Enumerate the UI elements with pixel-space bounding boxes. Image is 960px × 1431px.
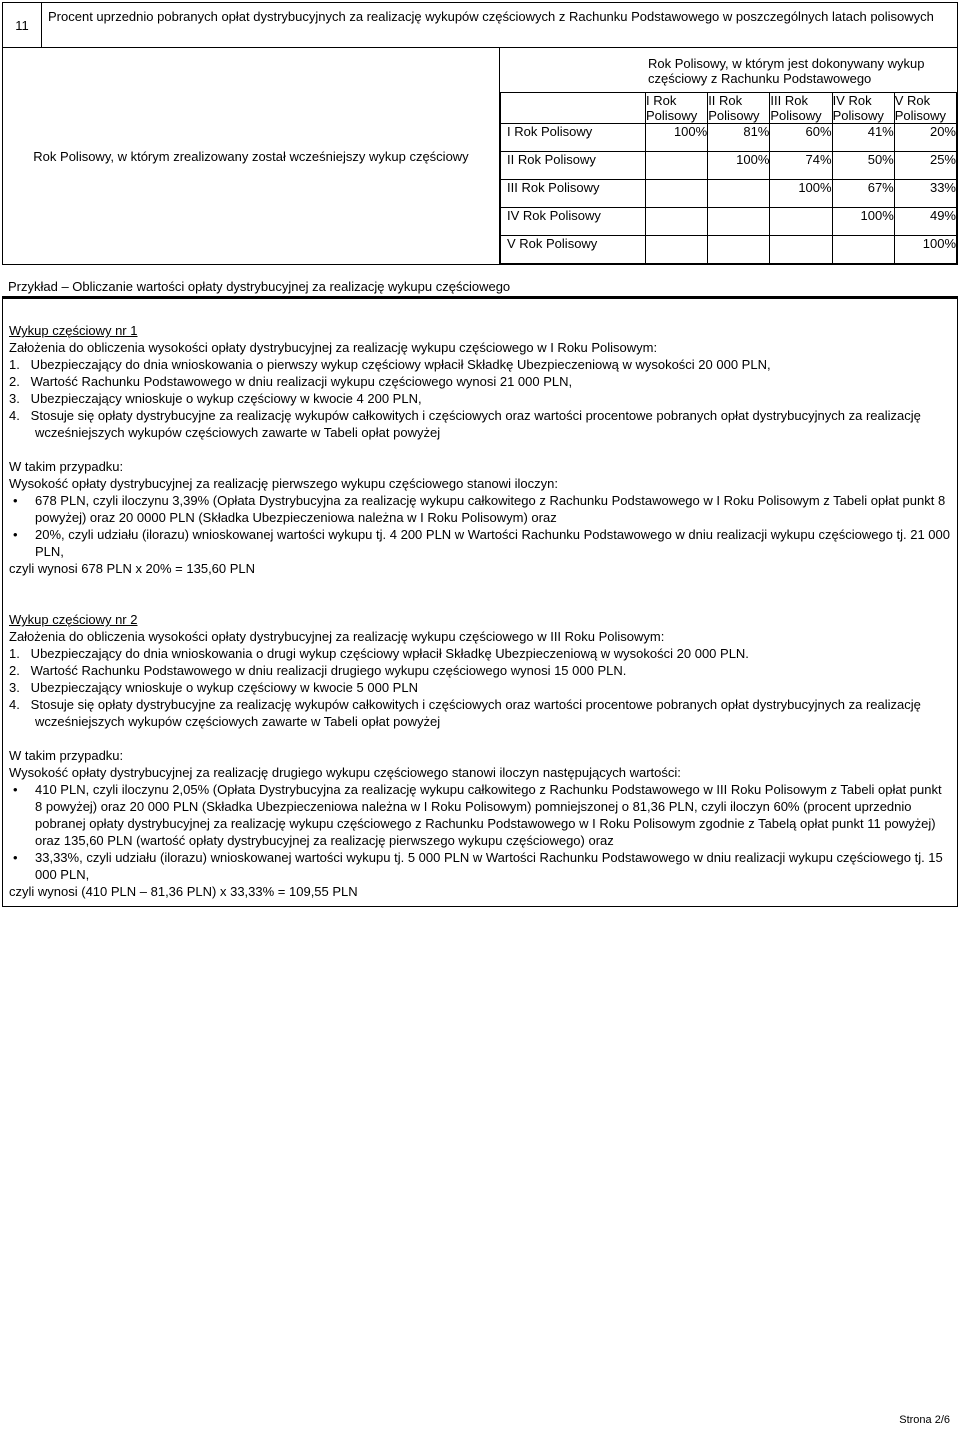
example-body: [2, 299, 958, 907]
table-row: [501, 208, 957, 236]
percent-cell: 74%: [770, 152, 832, 180]
table-row: [501, 180, 957, 208]
percent-cell: [832, 236, 894, 264]
column-header: V Rok Polisowy: [894, 93, 956, 124]
column-header-row: [501, 93, 957, 124]
list-item: • 20%, czyli udziału (ilorazu) wnioskowanej wartości wykupu tj. 4 200 PLN w Wartości Rachunku Podstawowego w dniu realizacji wykupu częściowego tj. 21 000 PLN,: [35, 526, 951, 560]
percent-cell: [646, 152, 708, 180]
w1-calc-intro: Wysokość opłaty dystrybucyjnej za realizację pierwszego wykupu częściowego stanowi iloczyn:: [9, 476, 559, 491]
percent-cell: 100%: [832, 208, 894, 236]
w2-item: 2. Wartość Rachunku Podstawowego w dniu realizacji drugiego wykupu częściowego wynosi 15 000 PLN.: [9, 663, 627, 678]
percent-cell: 100%: [708, 152, 770, 180]
corner-cell: [501, 93, 646, 124]
percent-cell: [646, 208, 708, 236]
example-title: Przykład – Obliczanie wartości opłaty dystrybucyjnej za realizację wykupu częściowego: [8, 279, 511, 294]
w2-bullets: [9, 781, 951, 883]
table-number: 11: [3, 3, 42, 48]
w1-intro: Założenia do obliczenia wysokości opłaty dystrybucyjnej za realizację wykupu częściowego w I Roku Polisowym:: [9, 340, 658, 355]
row-header: V Rok Polisowy: [501, 236, 646, 264]
w2-result: czyli wynosi (410 PLN – 81,36 PLN) x 33,33% = 109,55 PLN: [9, 884, 358, 899]
w2-item: 1. Ubezpieczający do dnia wnioskowania o drugi wykup częściowy wpłacił Składkę Ubezpieczeniową w wysokości 20 000 PLN.: [9, 646, 749, 661]
list-item: • 410 PLN, czyli iloczynu 2,05% (Opłata Dystrybucyjna za realizację wykupu całkowitego z Rachunku Podstawowego w III Roku Polisowym z Tabeli opłat punkt 8 powyżej) oraz 20 000 PLN (Składka Ubezpieczeniowa należna w I Roku Polisowym) pomniejszonej o 81,36 PLN, czyli iloczyn 60% (procent uprzednio pobranej opłaty dystrybucyjnej za realizację wykupu częściowego z Rachunku Podstawowego w I Roku Polisowym zgodnie z Tabelą opłat punkt 11 powyżej) oraz 135,60 PLN (wartość opłaty dystrybucyjnej za realizację pierwszego wykupu częściowego) oraz: [35, 781, 951, 849]
row-header: II Rok Polisowy: [501, 152, 646, 180]
w2-heading: Wykup częściowy nr 2: [9, 612, 138, 627]
percent-cell: 41%: [832, 124, 894, 152]
table-row: [501, 152, 957, 180]
page-number: Strona 2/6: [899, 1414, 950, 1426]
percent-cell: [708, 208, 770, 236]
w2-item: 3. Ubezpieczający wnioskuje o wykup częściowy w kwocie 5 000 PLN: [9, 680, 418, 695]
list-item: • 678 PLN, czyli iloczynu 3,39% (Opłata Dystrybucyjna za realizację wykupu całkowitego z Rachunku Podstawowego w I Roku Polisowym z Tabeli opłat punkt 8 powyżej) oraz 20 0000 PLN (Składka Ubezpieczeniowa należna w I Roku Polisowym) oraz: [35, 492, 951, 526]
table-row: [501, 236, 957, 264]
fees-table: [2, 2, 958, 265]
row-header: III Rok Polisowy: [501, 180, 646, 208]
percent-cell: 67%: [832, 180, 894, 208]
percent-cell: 81%: [708, 124, 770, 152]
percent-cell: [646, 236, 708, 264]
percent-cell: [708, 180, 770, 208]
percent-cell: 100%: [646, 124, 708, 152]
table-row: [501, 124, 957, 152]
table-title: Procent uprzednio pobranych opłat dystrybucyjnych za realizację wykupów częściowych z Rachunku Podstawowego w poszczególnych latach polisowych: [42, 3, 958, 48]
row-header: IV Rok Polisowy: [501, 208, 646, 236]
column-header: II Rok Polisowy: [708, 93, 770, 124]
w1-result: czyli wynosi 678 PLN x 20% = 135,60 PLN: [9, 561, 256, 576]
w2-calc-intro: Wysokość opłaty dystrybucyjnej za realizację drugiego wykupu częściowego stanowi iloczyn następujących wartości:: [9, 765, 681, 780]
list-item: • 33,33%, czyli udziału (ilorazu) wnioskowanej wartości wykupu tj. 5 000 PLN w Wartości Rachunku Podstawowego w dniu realizacji wykupu częściowego tj. 15 000 PLN,: [35, 849, 951, 883]
column-header: IV Rok Polisowy: [832, 93, 894, 124]
w1-item: 4. Stosuje się opłaty dystrybucyjne za realizację wykupów całkowitych i częściowych oraz wartości procentowe pobranych opłat dystrybucyjnych za realizację wcześniejszych wykupów częściowych zawarte w Tabeli opłat powyżej: [9, 408, 921, 440]
column-header: III Rok Polisowy: [770, 93, 832, 124]
percent-cell: 49%: [894, 208, 956, 236]
w1-item: 3. Ubezpieczający wnioskuje o wykup częściowy w kwocie 4 200 PLN,: [9, 391, 422, 406]
w2-case: W takim przypadku:: [9, 748, 124, 763]
percent-grid: [500, 92, 957, 264]
row-group-label-text: Rok Polisowy, w którym zrealizowany został wcześniejszy wykup częściowy: [33, 148, 469, 164]
w1-item: 1. Ubezpieczający do dnia wnioskowania o pierwszy wykup częściowy wpłacił Składkę Ubezpieczeniową w wysokości 20 000 PLN,: [9, 357, 771, 372]
w2-intro: Założenia do obliczenia wysokości opłaty dystrybucyjnej za realizację wykupu częściowego w III Roku Polisowym:: [9, 629, 665, 644]
percent-cell: 20%: [894, 124, 956, 152]
percent-cell: [708, 236, 770, 264]
percent-cell: 100%: [894, 236, 956, 264]
column-group-label: Rok Polisowy, w którym jest dokonywany wykup częściowy z Rachunku Podstawowego: [648, 56, 925, 86]
percent-cell: [770, 236, 832, 264]
percent-cell: 25%: [894, 152, 956, 180]
percent-cell: 50%: [832, 152, 894, 180]
row-group-label: [3, 48, 500, 265]
w1-bullets: [9, 492, 951, 560]
w2-item: 4. Stosuje się opłaty dystrybucyjne za realizację wykupów całkowitych i częściowych oraz wartości procentowe pobranych opłat dystrybucyjnych za realizację wcześniejszych wykupów częściowych zawarte w Tabeli opłat powyżej: [9, 697, 921, 729]
percent-cell: 60%: [770, 124, 832, 152]
row-header: I Rok Polisowy: [501, 124, 646, 152]
percent-cell: 100%: [770, 180, 832, 208]
percent-cell: [646, 180, 708, 208]
percent-cell: 33%: [894, 180, 956, 208]
document-page: [2, 2, 958, 907]
w1-case: W takim przypadku:: [9, 459, 124, 474]
column-header: I Rok Polisowy: [646, 93, 708, 124]
w1-heading: Wykup częściowy nr 1: [9, 323, 138, 338]
percent-cell: [770, 208, 832, 236]
w1-item: 2. Wartość Rachunku Podstawowego w dniu realizacji wykupu częściowego wynosi 21 000 PLN,: [9, 374, 573, 389]
percent-grid-cell: [500, 48, 958, 265]
